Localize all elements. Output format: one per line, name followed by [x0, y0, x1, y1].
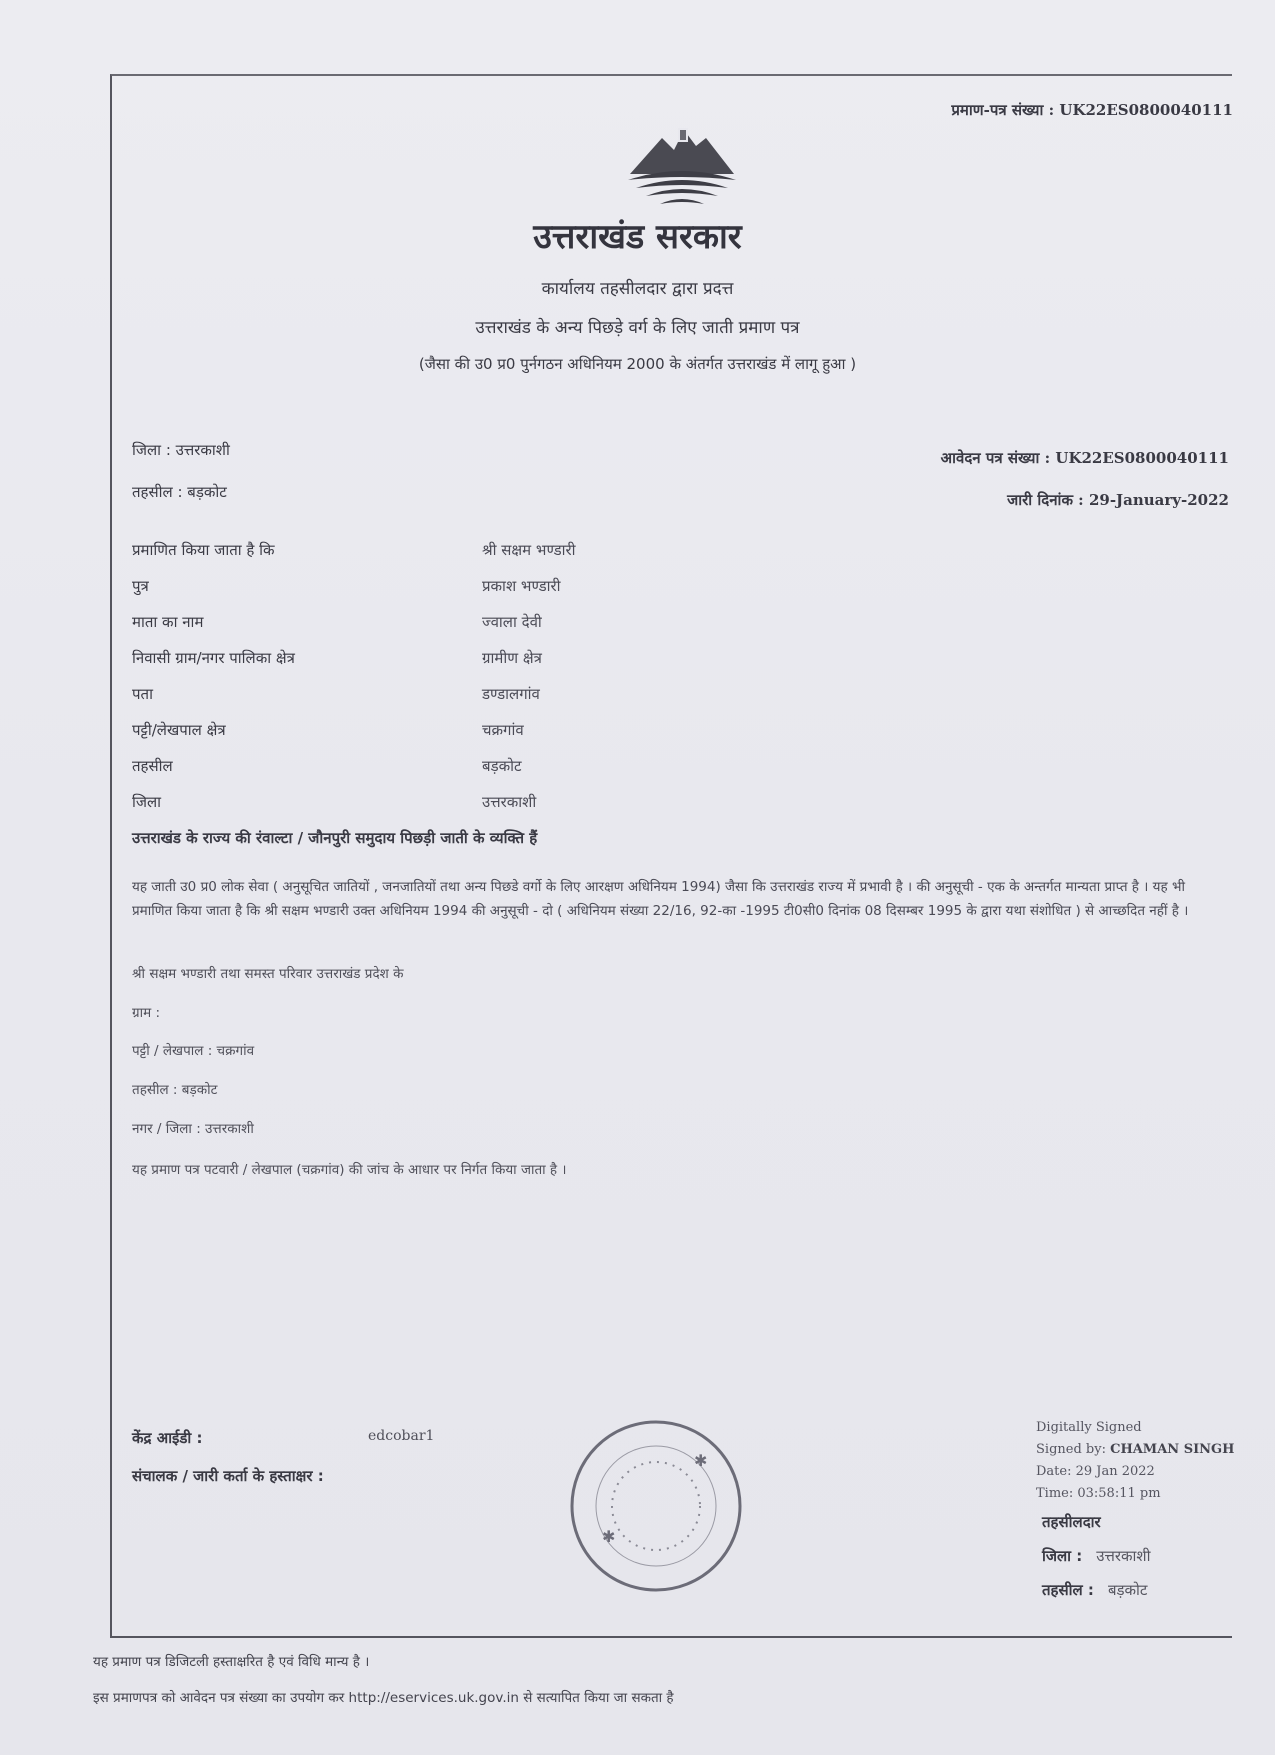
village-line: ग्राम :: [132, 1005, 161, 1021]
certificate-type: उत्तराखंड के अन्य पिछड़े वर्ग के लिए जाती प्रमाण पत्र: [475, 318, 800, 338]
issuing-office: कार्यालय तहसीलदार द्वारा प्रदत्त: [541, 279, 734, 299]
signatory-label: संचालक / जारी कर्ता के हस्ताक्षर :: [132, 1467, 324, 1485]
digital-sign-title: Digitally Signed: [1036, 1420, 1142, 1435]
patti-line: पट्टी / लेखपाल : चक्रगांव: [132, 1043, 255, 1059]
digital-sign-signer: Signed by: CHAMAN SINGH: [1036, 1442, 1235, 1457]
officer-tehsil: तहसील : बड़कोट: [1042, 1581, 1148, 1599]
svg-text:✱: ✱: [602, 1527, 616, 1546]
center-id-label: केंद्र आईडी :: [132, 1429, 203, 1447]
issue-date: जारी दिनांक : 29-January-2022: [1007, 491, 1229, 509]
city-district-line: नगर / जिला : उत्तरकाशी: [132, 1121, 254, 1137]
details-value: ग्रामीण क्षेत्र: [482, 649, 542, 667]
application-number: आवेदन पत्र संख्या : UK22ES0800040111: [940, 449, 1229, 467]
details-label: जिला: [132, 793, 162, 811]
details-value: प्रकाश भण्डारी: [482, 577, 561, 595]
details-value: ज्वाला देवी: [482, 613, 542, 631]
tehsil-line: तहसील : बड़कोट: [132, 1082, 218, 1098]
page-border: [110, 74, 1235, 1638]
details-label: पुत्र: [132, 577, 149, 595]
issuance-basis: यह प्रमाण पत्र पटवारी / लेखपाल (चक्रगांव) की जांच के आधार पर निर्गत किया जाता है ।: [132, 1162, 567, 1178]
tehsil-header: तहसील : बड़कोट: [132, 483, 227, 501]
center-id-value: edcobar1: [368, 1428, 435, 1444]
details-value: श्री सक्षम भण्डारी: [482, 541, 576, 559]
district-header: जिला : उत्तरकाशी: [132, 441, 230, 459]
caste-statement: उत्तराखंड के राज्य की रंवाल्टा / जौनपुरी समुदाय पिछड़ी जाती के व्यक्ति हैं: [132, 829, 538, 847]
details-label: पट्टी/लेखपाल क्षेत्र: [132, 721, 226, 739]
details-label: पता: [132, 685, 153, 703]
digital-sign-date: Date: 29 Jan 2022: [1036, 1464, 1155, 1479]
act-reference: (जैसा की उ0 प्र0 पुर्नगठन अधिनियम 2000 के अंतर्गत उत्तराखंड में लागू हुआ ): [418, 355, 857, 373]
legal-paragraph: यह जाती उ0 प्र0 लोक सेवा ( अनुसूचित जातियों , जनजातियों तथा अन्य पिछडे वर्गो के लिए आरक्षण अधिनियम 1994) जैसा कि उत्तराखंड राज्य में प्रभावी है । की अनुसूची - एक के अन्तर्गत मान्यता प्राप्त है । यह भी प्रमाणित किया जाता है कि श्री सक्षम भण्डारी उक्त अधिनियम 1994 की अनुसूची - दो ( अधिनियम संख्या 22/16, 92-का -1995 टी0सी0 दिनांक 08 दिसम्बर 1995 के द्वारा यथा संशोधित ) से आच्छदित नहीं है ।: [132, 879, 1189, 919]
details-label: तहसील: [132, 757, 173, 775]
footer-verification: इस प्रमाणपत्र को आवेदन पत्र संख्या का उपयोग कर http://eservices.uk.gov.in से सत्यापित किया जा सकता है: [93, 1690, 674, 1706]
details-label: प्रमाणित किया जाता है कि: [132, 541, 275, 559]
government-title: उत्तराखंड सरकार: [533, 217, 742, 257]
uttarakhand-emblem-icon: [622, 116, 742, 216]
digital-sign-time: Time: 03:58:11 pm: [1036, 1486, 1161, 1501]
family-statement: श्री सक्षम भण्डारी तथा समस्त परिवार उत्तराखंड प्रदेश के: [132, 966, 404, 982]
details-label: निवासी ग्राम/नगर पालिका क्षेत्र: [132, 649, 295, 667]
office-seal-icon: [568, 1418, 744, 1594]
officer-designation: तहसीलदार: [1042, 1513, 1101, 1531]
details-value: बड़कोट: [482, 757, 522, 775]
details-value: चक्रगांव: [482, 721, 524, 739]
details-value: उत्तरकाशी: [482, 793, 537, 811]
footer-note: यह प्रमाण पत्र डिजिटली हस्ताक्षरित है एवं विधि मान्य है ।: [93, 1654, 370, 1670]
officer-district: जिला : उत्तरकाशी: [1042, 1547, 1151, 1565]
svg-text:✱: ✱: [694, 1451, 708, 1470]
details-value: डण्डालगांव: [482, 685, 540, 703]
certificate-number: प्रमाण-पत्र संख्या : UK22ES0800040111: [951, 101, 1233, 119]
details-label: माता का नाम: [132, 613, 204, 631]
